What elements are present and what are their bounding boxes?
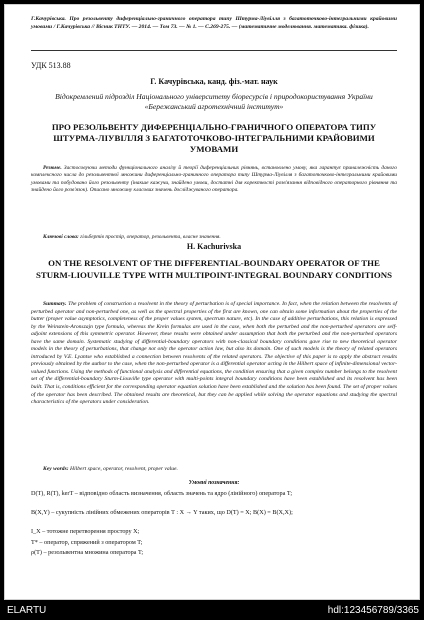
notation-line: ρ(T) – резольвентна множина оператора T;: [31, 549, 144, 556]
udc-code: УДК 513.88: [31, 61, 71, 70]
notation-line: T* – оператор, спряжений з оператором T;: [31, 539, 143, 546]
header-divider: [31, 50, 397, 51]
notation-line: D(T), R(T), kerT – відповідно область визначення, область значень та ядро (лінійного) оператора T;: [31, 490, 293, 497]
title-en: ON THE RESOLVENT OF THE DIFFERENTIAL-BOUNDARY OPERATOR OF THE STURM-LIOUVILLE TYPE WITH MULTIPOINT-INTEGRAL BOUNDARY CONDITIONS: [36, 258, 392, 280]
author-en: H. Kachurivska: [186, 242, 242, 251]
title-ua: ПРО РЕЗОЛЬВЕНТУ ДИФЕРЕНЦІАЛЬНО-ГРАНИЧНОГО ОПЕРАТОРА ТИПУ ШТУРМА-ЛІУВІЛЛЯ З БАГАТОТОЧКОВО-ІНТЕГРАЛЬНИМИ КРАЙОВИМИ УМОВАМИ: [51, 122, 377, 154]
keywords-ua-text: гільбертів простір, оператор, резольвента, власне значення.: [80, 234, 221, 240]
handle-identifier: hdl:123456789/3365: [327, 605, 419, 616]
repository-footer: [0, 600, 424, 620]
abstract-en-label: Summary.: [43, 301, 67, 307]
abstract-en: [31, 301, 397, 407]
abstract-en-text: The problem of construction a resolvent in the theory of perturbation is of special importance. In fact, when the relation between the resolvents of perturbed operator and non-perturbed one, as well as the spectral properties of the first are known, one can obtain some information about the properties of the butter (proper value asymptotics, completeness of the proper values system, spectrum nature, etc). In the case of additive perturbations, this relation is expressed by the Weinstein-Aronszajn type formula, whereas the Krein formulas are used in the case, when both the perturbed and the non-perturbed operators are self-adjoint extensions of this symmetric operator. However, these results were obtained under assumption that both the perturbed and the non-perturbed operators have the same domain. Systematic studying of differential-boundary operators with non-classical boundary conditions gave rise to new theoretical operator models in the theory of perturbations, that change not only the operator action law, but also its domain. One of such models is the theory of related operators introduced by V.E. Lyantse who established a connection between resolvents of the related operators. The objective of this paper is to apply the abstract results previously obtained by the author to the case, when the non-perturbed operator is a differential operator acting in the Hilbert space of infinite-dimensional vector-valued functions. Using the methods of functional analysis and differential equations, the condition ensuring that a given complex number belongs to the resolvent set of the differential-boundary Sturm-Liouville type operator with multi-points integral boundary conditions have been established and its resolvent has been built. That is, conditions efficient for the corresponding operator equation solution have been established and the solution has been found. The set of proper values of the operator has been described. The obtained results are theoretical, but they can be applied while solving the operator equations and studying the spectral characteristics of the operators under consideration.: [31, 301, 397, 406]
notation-line: I_X – тотожне перетворення простору X;: [31, 528, 140, 535]
notation-heading: Умовні позначення:: [188, 480, 240, 486]
author-ua: Г. Качурівська, канд. фіз.-мат. наук: [150, 77, 278, 86]
notation-line: B(X,Y) – сукупність лінійних обмежених операторів T : X → Y таких, що D(T) = X; B(X) = B(X,X);: [31, 509, 293, 516]
abstract-ua-text: Застосовуючи методи функціонального аналізу й теорії диференціальних рівнянь, встановлено умову, яка гарантує приналежність даного комплексного числа до резольвентної множини диференціально-граничного оператора типу Штурма-Ліувілля з багатоточково-інтегральними крайовими умовами та побудовано його резольвенту (інакше кажучи, знайдено умови, достатні для коректності розв'язання відповідного операторного рівняння та знайдено його розв'язок). Описано множину класових значень досліджуваного оператора.: [31, 165, 397, 194]
repository-name: ELARTU: [7, 605, 47, 616]
affiliation-ua: Відокремлений підрозділ Національного університету біоресурсів і природокористування України «Бережанський агротехнічний інститут»: [55, 92, 373, 111]
keywords-ua: [31, 234, 397, 240]
paper-page: [4, 4, 420, 600]
keywords-ua-label: Ключові слова:: [43, 234, 79, 240]
abstract-ua-label: Резюме.: [43, 165, 62, 171]
abstract-ua: [31, 165, 397, 195]
keywords-en: [31, 466, 397, 472]
keywords-en-text: Hilbert space, operator, resolvent, proper value.: [70, 466, 178, 472]
keywords-en-label: Key words:: [43, 466, 69, 472]
citation: Г.Качурівська. Про резольвенту диференціально-граничного оператора типу Штурма-Ліувілля з багатоточково-інтегральними крайовими умовами / Г.Качурівська // Вісник ТНТУ. — 2014. — Том 73. — № 1. — С.269-275. — (математичне моделювання. математика. фізика).: [31, 16, 397, 31]
